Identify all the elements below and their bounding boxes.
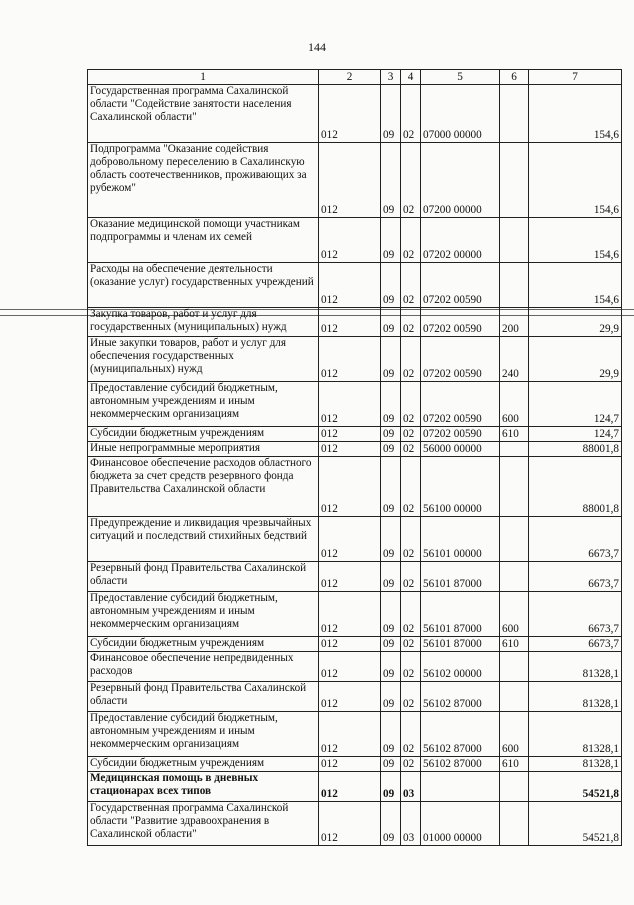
row-expense-type-cell	[500, 143, 529, 218]
row-admin-code-cell: 012	[319, 218, 381, 263]
row-target-article-cell: 07202 00590	[421, 263, 500, 308]
row-section-cell: 09	[381, 757, 401, 772]
row-amount-cell: 6673,7	[529, 637, 622, 652]
table-row	[88, 712, 622, 757]
row-name-cell: Предоставление субсидий бюджетным, автономным учреждениям и иным некоммерческим организациям	[88, 592, 319, 637]
table-row	[88, 652, 622, 682]
column-header: 7	[529, 70, 622, 85]
row-subsection-cell: 03	[401, 772, 421, 802]
row-amount-cell: 124,7	[529, 382, 622, 427]
row-section-cell: 09	[381, 218, 401, 263]
row-section-cell: 09	[381, 772, 401, 802]
row-section-cell: 09	[381, 517, 401, 562]
row-expense-type-cell	[500, 562, 529, 592]
row-target-article-cell: 56100 00000	[421, 457, 500, 517]
row-name-cell: Расходы на обеспечение деятельности (оказание услуг) государственных учреждений	[88, 263, 319, 308]
row-amount-cell: 54521,8	[529, 802, 622, 846]
row-subsection-cell: 02	[401, 712, 421, 757]
row-subsection-cell: 02	[401, 562, 421, 592]
row-expense-type-cell: 600	[500, 712, 529, 757]
page-number: 144	[308, 40, 326, 54]
row-section-cell: 09	[381, 427, 401, 442]
row-admin-code-cell: 012	[319, 427, 381, 442]
row-name-cell: Закупка товаров, работ и услуг для государственных (муниципальных) нужд	[88, 308, 319, 337]
row-expense-type-cell	[500, 442, 529, 457]
column-header: 5	[421, 70, 500, 85]
row-section-cell: 09	[381, 637, 401, 652]
row-section-cell: 09	[381, 802, 401, 846]
row-name-cell: Предоставление субсидий бюджетным, автономным учреждениям и иным некоммерческим организациям	[88, 382, 319, 427]
row-section-cell: 09	[381, 562, 401, 592]
row-admin-code-cell: 012	[319, 637, 381, 652]
row-amount-cell: 154,6	[529, 85, 622, 143]
row-expense-type-cell: 610	[500, 637, 529, 652]
row-name-cell: Медицинская помощь в дневных стационарах всех типов	[88, 772, 319, 802]
row-subsection-cell: 02	[401, 442, 421, 457]
row-expense-type-cell: 610	[500, 757, 529, 772]
row-target-article-cell: 56000 00000	[421, 442, 500, 457]
table-row	[88, 442, 622, 457]
row-amount-cell: 88001,8	[529, 442, 622, 457]
row-section-cell: 09	[381, 712, 401, 757]
row-amount-cell: 154,6	[529, 263, 622, 308]
row-admin-code-cell: 012	[319, 592, 381, 637]
row-amount-cell: 6673,7	[529, 562, 622, 592]
row-name-cell: Субсидии бюджетным учреждениям	[88, 757, 319, 772]
row-admin-code-cell: 012	[319, 517, 381, 562]
row-expense-type-cell: 600	[500, 592, 529, 637]
row-admin-code-cell: 012	[319, 263, 381, 308]
row-name-cell: Предоставление субсидий бюджетным, автономным учреждениям и иным некоммерческим организациям	[88, 712, 319, 757]
row-target-article-cell: 56102 87000	[421, 757, 500, 772]
row-expense-type-cell	[500, 218, 529, 263]
row-section-cell: 09	[381, 592, 401, 637]
table-row	[88, 757, 622, 772]
row-target-article-cell: 56102 00000	[421, 652, 500, 682]
row-name-cell: Финансовое обеспечение расходов областного бюджета за счет средств резервного фонда Правительства Сахалинской области	[88, 457, 319, 517]
table-row	[88, 143, 622, 218]
row-subsection-cell: 02	[401, 592, 421, 637]
row-subsection-cell: 02	[401, 457, 421, 517]
row-amount-cell: 88001,8	[529, 457, 622, 517]
row-amount-cell: 6673,7	[529, 592, 622, 637]
table-row	[88, 337, 622, 382]
row-section-cell: 09	[381, 682, 401, 712]
column-header: 2	[319, 70, 381, 85]
row-subsection-cell: 02	[401, 517, 421, 562]
row-amount-cell: 154,6	[529, 143, 622, 218]
row-admin-code-cell: 012	[319, 682, 381, 712]
row-expense-type-cell	[500, 772, 529, 802]
row-amount-cell: 6673,7	[529, 517, 622, 562]
row-target-article-cell: 07200 00000	[421, 143, 500, 218]
row-name-cell: Подпрограмма "Оказание содействия добровольному переселению в Сахалинскую область соотечественников, проживающих за рубежом"	[88, 143, 319, 218]
row-amount-cell: 81328,1	[529, 712, 622, 757]
row-expense-type-cell	[500, 85, 529, 143]
table-row	[88, 382, 622, 427]
row-amount-cell: 29,9	[529, 308, 622, 337]
row-section-cell: 09	[381, 382, 401, 427]
row-section-cell: 09	[381, 308, 401, 337]
row-section-cell: 09	[381, 442, 401, 457]
row-subsection-cell: 02	[401, 263, 421, 308]
row-subsection-cell: 02	[401, 427, 421, 442]
row-admin-code-cell: 012	[319, 337, 381, 382]
row-subsection-cell: 02	[401, 218, 421, 263]
budget-table	[87, 69, 622, 846]
row-admin-code-cell: 012	[319, 712, 381, 757]
row-target-article-cell: 07202 00000	[421, 218, 500, 263]
row-amount-cell: 124,7	[529, 427, 622, 442]
row-amount-cell: 81328,1	[529, 682, 622, 712]
row-amount-cell: 29,9	[529, 337, 622, 382]
row-expense-type-cell: 200	[500, 308, 529, 337]
row-target-article-cell: 56102 87000	[421, 712, 500, 757]
row-name-cell: Резервный фонд Правительства Сахалинской области	[88, 562, 319, 592]
row-admin-code-cell: 012	[319, 382, 381, 427]
row-admin-code-cell: 012	[319, 802, 381, 846]
row-target-article-cell: 07202 00590	[421, 337, 500, 382]
row-target-article-cell: 56102 87000	[421, 682, 500, 712]
row-expense-type-cell: 610	[500, 427, 529, 442]
row-target-article-cell: 56101 00000	[421, 517, 500, 562]
row-target-article-cell	[421, 772, 500, 802]
row-section-cell: 09	[381, 652, 401, 682]
row-section-cell: 09	[381, 263, 401, 308]
row-admin-code-cell: 012	[319, 772, 381, 802]
row-subsection-cell: 03	[401, 802, 421, 846]
row-name-cell: Резервный фонд Правительства Сахалинской области	[88, 682, 319, 712]
column-header: 3	[381, 70, 401, 85]
table-row	[88, 263, 622, 308]
row-subsection-cell: 02	[401, 143, 421, 218]
table-row	[88, 682, 622, 712]
row-subsection-cell: 02	[401, 652, 421, 682]
row-amount-cell: 81328,1	[529, 757, 622, 772]
row-target-article-cell: 07202 00590	[421, 382, 500, 427]
row-expense-type-cell: 240	[500, 337, 529, 382]
row-target-article-cell: 07202 00590	[421, 427, 500, 442]
row-target-article-cell: 56101 87000	[421, 592, 500, 637]
row-admin-code-cell: 012	[319, 308, 381, 337]
row-subsection-cell: 02	[401, 308, 421, 337]
column-header: 6	[500, 70, 529, 85]
row-name-cell: Иные закупки товаров, работ и услуг для обеспечения государственных (муниципальных) нужд	[88, 337, 319, 382]
row-expense-type-cell: 600	[500, 382, 529, 427]
row-expense-type-cell	[500, 652, 529, 682]
row-expense-type-cell	[500, 457, 529, 517]
row-admin-code-cell: 012	[319, 442, 381, 457]
table-row	[88, 562, 622, 592]
table-row	[88, 772, 622, 802]
table-row	[88, 308, 622, 337]
row-expense-type-cell	[500, 802, 529, 846]
row-subsection-cell: 02	[401, 682, 421, 712]
row-target-article-cell: 01000 00000	[421, 802, 500, 846]
row-name-cell: Государственная программа Сахалинской области "Содействие занятости населения Сахалинской области"	[88, 85, 319, 143]
row-name-cell: Иные непрограммные мероприятия	[88, 442, 319, 457]
row-expense-type-cell	[500, 263, 529, 308]
row-target-article-cell: 07202 00590	[421, 308, 500, 337]
row-name-cell: Государственная программа Сахалинской области "Развитие здравоохранения в Сахалинской области"	[88, 802, 319, 846]
row-name-cell: Субсидии бюджетным учреждениям	[88, 637, 319, 652]
row-admin-code-cell: 012	[319, 562, 381, 592]
table-row	[88, 457, 622, 517]
row-amount-cell: 154,6	[529, 218, 622, 263]
table-header-row	[88, 70, 622, 85]
column-header: 4	[401, 70, 421, 85]
table-row	[88, 427, 622, 442]
row-name-cell: Финансовое обеспечение непредвиденных расходов	[88, 652, 319, 682]
row-expense-type-cell	[500, 517, 529, 562]
row-target-article-cell: 07000 00000	[421, 85, 500, 143]
row-target-article-cell: 56101 87000	[421, 562, 500, 592]
row-subsection-cell: 02	[401, 757, 421, 772]
table-row	[88, 802, 622, 846]
table-row	[88, 637, 622, 652]
row-expense-type-cell	[500, 682, 529, 712]
row-admin-code-cell: 012	[319, 757, 381, 772]
row-admin-code-cell: 012	[319, 143, 381, 218]
row-subsection-cell: 02	[401, 382, 421, 427]
row-section-cell: 09	[381, 337, 401, 382]
row-subsection-cell: 02	[401, 85, 421, 143]
row-amount-cell: 81328,1	[529, 652, 622, 682]
table-row	[88, 592, 622, 637]
row-section-cell: 09	[381, 85, 401, 143]
row-name-cell: Субсидии бюджетным учреждениям	[88, 427, 319, 442]
row-admin-code-cell: 012	[319, 652, 381, 682]
table-row	[88, 218, 622, 263]
row-target-article-cell: 56101 87000	[421, 637, 500, 652]
table-row	[88, 85, 622, 143]
row-admin-code-cell: 012	[319, 85, 381, 143]
row-section-cell: 09	[381, 143, 401, 218]
row-subsection-cell: 02	[401, 337, 421, 382]
row-name-cell: Предупреждение и ликвидация чрезвычайных ситуаций и последствий стихийных бедствий	[88, 517, 319, 562]
row-section-cell: 09	[381, 457, 401, 517]
row-subsection-cell: 02	[401, 637, 421, 652]
row-amount-cell: 54521,8	[529, 772, 622, 802]
row-admin-code-cell: 012	[319, 457, 381, 517]
row-name-cell: Оказание медицинской помощи участникам подпрограммы и членам их семей	[88, 218, 319, 263]
table-row	[88, 517, 622, 562]
column-header: 1	[88, 70, 319, 85]
